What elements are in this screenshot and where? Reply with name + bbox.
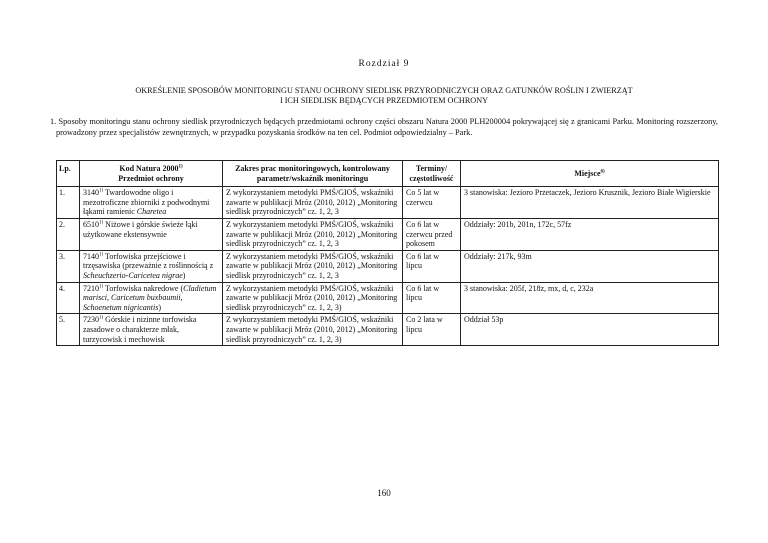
row-terms: Co 5 lat w czerwcu [403, 187, 461, 219]
header-scope: Zakres prac monitoringowych, kontrolowany parametr/wskaźnik monitoringu [223, 161, 403, 187]
row-place: 3 stanowiska: 205f, 218z, mx, d, c, 232a [461, 282, 719, 314]
row-lp: 2. [57, 218, 80, 250]
row-subject-italic: Cladietum marisci, Caricetum buxbaumii, Schoenetum nigricantis [83, 283, 217, 312]
row-code-sup: 1) [99, 220, 104, 226]
heading-line-2: I ICH SIEDLISK BĘDĄCYCH PRZEDMIOTEM OCHRONY [279, 96, 489, 105]
row-code-sup: 1) [99, 315, 104, 321]
chapter-title: Rozdział 9 [358, 59, 410, 69]
row-code: 7140 [83, 251, 99, 261]
row-code: 3140 [83, 188, 99, 198]
row-subject-end: ) [182, 270, 186, 280]
monitoring-table [56, 160, 719, 346]
row-terms: Co 6 lat w lipcu [403, 282, 461, 314]
row-code-sup: 1) [99, 283, 104, 289]
table-row [57, 218, 719, 250]
row-code-sup: 1) [99, 252, 104, 258]
row-place: Oddziały: 217k, 93m [461, 250, 719, 282]
row-code-sup: 1) [99, 188, 104, 194]
row-scope: Z wykorzystaniem metodyki PMŚ/GIOŚ, wskaźniki zawarte w publikacji Mróz (2010, 2012) „Monitoring siedlisk przyrodniczych” cz. 1, 2, 3 [223, 187, 403, 219]
table-header-row [57, 161, 719, 187]
row-terms: Co 6 lat w czerwcu przed pokosem [403, 218, 461, 250]
row-lp: 4. [57, 282, 80, 314]
row-subject-italic: Charetea [136, 207, 167, 217]
row-subject-text: Niżowe i górskie świeże łąki użytkowane ekstensywnie [83, 219, 198, 239]
row-scope: Z wykorzystaniem metodyki PMŚ/GIOŚ, wskaźniki zawarte w publikacji Mróz (2010, 2012) „Monitoring siedlisk przyrodniczych” cz. 1, 2, 3) [223, 314, 403, 346]
intro-paragraph [50, 117, 718, 138]
header-place [461, 161, 719, 187]
row-lp: 3. [57, 250, 80, 282]
row-scope: Z wykorzystaniem metodyki PMŚ/GIOŚ, wskaźniki zawarte w publikacji Mróz (2010, 2012) „Monitoring siedlisk przyrodniczych” cz. 1, 2, 3 [223, 250, 403, 282]
row-place: Oddziały: 201b, 201n, 172c, 57fz [461, 218, 719, 250]
row-subject [80, 250, 223, 282]
row-place: 3 stanowiska: Jezioro Przetaczek, Jezioro Krusznik, Jezioro Białe Wigierskie [461, 187, 719, 219]
row-scope: Z wykorzystaniem metodyki PMŚ/GIOŚ, wskaźniki zawarte w publikacji Mróz (2010, 2012) „Monitoring siedlisk przyrodniczych” cz. 1, 2, 3) [223, 282, 403, 314]
header-code [80, 161, 223, 187]
section-heading [20, 86, 748, 106]
row-subject-italic: Scheuchzerio-Caricetea nigrae [83, 270, 183, 280]
row-place: Oddział 53p [461, 314, 719, 346]
row-terms: Co 6 lat w lipcu [403, 250, 461, 282]
row-subject-text: Torfowiska nakredowe ( [103, 283, 184, 293]
row-subject [80, 282, 223, 314]
row-lp: 1. [57, 187, 80, 219]
table-row [57, 187, 719, 219]
header-lp: Lp. [57, 161, 80, 187]
header-place-sup: 6) [600, 169, 605, 175]
page-number: 160 [377, 488, 391, 498]
header-code-sup: 1) [178, 164, 183, 170]
row-subject-text: Torfowiska przejściowe i trzęsawiska (przeważnie z roślinnością z [83, 251, 214, 271]
intro-text: 1. Sposoby monitoringu stanu ochrony siedlisk przyrodniczych będących przedmiotami ochrony części obszaru Natura 2000 PLH200004 pokrywającej się z granicami Parku. Monitoring rozszerzony, prowadzony przez specjalistów zewnętrznych, w przypadku pozyskania środków na ten cel. Podmiot odpowiedzialny – Park. [50, 117, 718, 137]
heading-line-1: OKREŚLENIE SPOSOBÓW MONITORINGU STANU OCHRONY SIEDLISK PRZYRODNICZYCH ORAZ GATUNKÓW ROŚLIN I ZWIERZĄT [135, 86, 633, 95]
row-scope: Z wykorzystaniem metodyki PMŚ/GIOŚ, wskaźniki zawarte w publikacji Mróz (2010, 2012) „Monitoring siedlisk przyrodniczych” cz. 1, 2, 3 [223, 218, 403, 250]
row-subject [80, 187, 223, 219]
row-subject [80, 314, 223, 346]
header-code-title: Kod Natura 2000 [119, 164, 179, 173]
header-code-sub: Przedmiot ochrony [118, 173, 184, 183]
row-subject-end: ) [158, 302, 161, 312]
table-row [57, 314, 719, 346]
row-subject-text: Górskie i nizinne torfowiska zasadowe o charakterze młak, turzycowisk i mechowisk [83, 315, 197, 344]
table-row [57, 250, 719, 282]
table-row [57, 282, 719, 314]
header-place-label: Miejsce [574, 168, 601, 178]
row-subject [80, 218, 223, 250]
row-subject-text: Twardowodne oligo i mezotroficzne zbiorniki z podwodnymi łąkami ramienic [83, 188, 210, 217]
row-terms: Co 2 lata w lipcu [403, 314, 461, 346]
header-terms: Terminy/ częstotliwość [403, 161, 461, 187]
row-code: 6510 [83, 219, 99, 229]
row-code: 7210 [83, 283, 99, 293]
row-lp: 5. [57, 314, 80, 346]
row-code: 7230 [83, 315, 99, 325]
